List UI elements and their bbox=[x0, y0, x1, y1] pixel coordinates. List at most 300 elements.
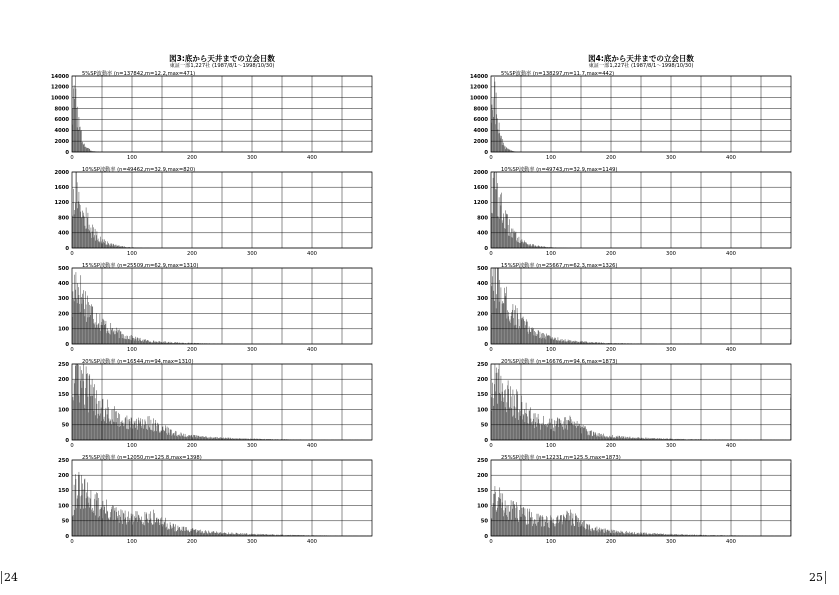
histogram-bar bbox=[184, 437, 185, 440]
panel-label: 5%SP波動率 (n=138297,m=11.7,max=442) bbox=[501, 70, 615, 77]
x-tick-label: 0 bbox=[70, 347, 74, 353]
histogram-bar bbox=[198, 531, 199, 536]
histogram-bar bbox=[209, 533, 210, 536]
histogram-bar bbox=[649, 533, 650, 536]
histogram-bar bbox=[82, 142, 83, 152]
histogram-bar bbox=[525, 517, 526, 536]
histogram-bar bbox=[585, 528, 586, 536]
histogram-bar bbox=[134, 521, 135, 536]
histogram-bar bbox=[190, 435, 191, 440]
histogram-bar bbox=[98, 401, 99, 440]
histogram-bar bbox=[555, 426, 556, 440]
histogram-bar bbox=[185, 531, 186, 536]
histogram-bar bbox=[541, 339, 542, 344]
histogram-bar bbox=[83, 489, 84, 536]
histogram-bar bbox=[560, 515, 561, 536]
histogram-bar bbox=[158, 341, 159, 344]
histogram-bar bbox=[187, 530, 188, 536]
histogram-bar bbox=[559, 341, 560, 344]
histogram-bar bbox=[501, 401, 502, 440]
histogram-bar bbox=[133, 338, 134, 344]
histogram-bar bbox=[577, 421, 578, 440]
histogram-bar bbox=[563, 430, 564, 440]
panel-label: 15%SP波動率 (n=25509,m=62.9,max=1310) bbox=[82, 262, 199, 269]
histogram-bar bbox=[115, 411, 116, 440]
histogram-bar bbox=[566, 515, 567, 536]
histogram-bar bbox=[142, 340, 143, 344]
histogram-bar bbox=[220, 533, 221, 536]
y-tick-label: 0 bbox=[65, 341, 69, 348]
histogram-bar bbox=[589, 431, 590, 440]
histogram-bar bbox=[509, 512, 510, 536]
histogram-bar bbox=[80, 381, 81, 440]
panels-container bbox=[469, 70, 791, 550]
histogram-bar bbox=[215, 437, 216, 440]
histogram-bar bbox=[75, 203, 76, 248]
histogram-bar bbox=[84, 405, 85, 440]
histogram-bar bbox=[498, 129, 499, 152]
histogram-bar bbox=[193, 435, 194, 440]
histogram-bar bbox=[85, 408, 86, 440]
histogram-bar bbox=[85, 291, 86, 344]
histogram-bar bbox=[212, 531, 213, 536]
histogram-bar bbox=[148, 523, 149, 536]
histogram-bar bbox=[217, 437, 218, 440]
histogram-bar bbox=[134, 421, 135, 440]
x-tick-label: 200 bbox=[187, 251, 197, 257]
histogram-bar bbox=[176, 436, 177, 440]
histogram-bar bbox=[99, 516, 100, 536]
histogram-bar bbox=[78, 201, 79, 248]
histogram-bar bbox=[639, 437, 640, 440]
histogram-bar bbox=[80, 131, 81, 152]
histogram-bar bbox=[86, 498, 87, 536]
histogram-bar bbox=[564, 417, 565, 440]
histogram-bar bbox=[119, 245, 120, 248]
histogram-bar bbox=[654, 533, 655, 536]
histogram-bar bbox=[194, 435, 195, 440]
histogram-bar bbox=[103, 501, 104, 536]
histogram-bar bbox=[547, 427, 548, 440]
histogram-bar bbox=[604, 437, 605, 440]
histogram-bar bbox=[137, 426, 138, 440]
histogram-bar bbox=[657, 533, 658, 536]
histogram-bar bbox=[136, 421, 137, 440]
histogram-bar bbox=[595, 527, 596, 536]
histogram-bar bbox=[532, 244, 533, 248]
histogram-bar bbox=[133, 425, 134, 440]
histogram-bar bbox=[537, 334, 538, 344]
histogram-bar bbox=[160, 518, 161, 536]
histogram-bar bbox=[546, 519, 547, 536]
histogram-bar bbox=[497, 404, 498, 440]
histogram-bar bbox=[603, 532, 604, 536]
histogram-bar bbox=[499, 393, 500, 440]
histogram-bar bbox=[110, 244, 111, 248]
histogram-bar bbox=[91, 396, 92, 440]
histogram-bar bbox=[503, 303, 504, 344]
histogram-bar bbox=[499, 218, 500, 248]
histogram-bar bbox=[586, 341, 587, 344]
histogram-svg bbox=[58, 454, 372, 550]
y-tick-label: 12000 bbox=[50, 84, 69, 91]
histogram-bar bbox=[663, 534, 664, 536]
x-tick-label: 300 bbox=[247, 251, 257, 257]
histogram-bar bbox=[501, 313, 502, 344]
histogram-bar bbox=[123, 513, 124, 536]
x-tick-label: 0 bbox=[70, 155, 74, 161]
histogram-bar bbox=[82, 217, 83, 248]
histogram-bar bbox=[96, 313, 97, 344]
histogram-bar bbox=[137, 511, 138, 536]
histogram-bar bbox=[495, 364, 496, 440]
histogram-bar bbox=[509, 219, 510, 248]
histogram-bar bbox=[116, 507, 117, 536]
histogram-bar bbox=[542, 333, 543, 344]
histogram-bar bbox=[130, 340, 131, 344]
histogram-bar bbox=[558, 340, 559, 344]
histogram-bar bbox=[507, 402, 508, 440]
histogram-bar bbox=[525, 328, 526, 344]
histogram-bar bbox=[513, 229, 514, 248]
histogram-bar bbox=[137, 338, 138, 344]
histogram-bar bbox=[554, 420, 555, 440]
histogram-bar bbox=[513, 501, 514, 536]
y-tick-label: 150 bbox=[477, 488, 488, 495]
histogram-bar bbox=[532, 526, 533, 536]
histogram-bar bbox=[144, 340, 145, 344]
histogram-bar bbox=[112, 328, 113, 344]
histogram-bar bbox=[155, 341, 156, 344]
histogram-bar bbox=[593, 432, 594, 440]
y-tick-label: 8000 bbox=[54, 106, 69, 113]
histogram-bar bbox=[605, 438, 606, 441]
histogram-bar bbox=[492, 213, 493, 248]
histogram-bar bbox=[202, 531, 203, 536]
y-tick-label: 500 bbox=[477, 265, 488, 272]
histogram-bar bbox=[179, 436, 180, 440]
histogram-bar bbox=[89, 317, 90, 344]
histogram-bar bbox=[199, 436, 200, 440]
histogram-bar bbox=[139, 339, 140, 344]
histogram-bar bbox=[546, 426, 547, 440]
histogram-bar bbox=[565, 521, 566, 536]
histogram-bar bbox=[523, 507, 524, 536]
x-tick-label: 300 bbox=[666, 251, 676, 257]
histogram-bar bbox=[150, 430, 151, 440]
histogram-bar bbox=[498, 373, 499, 440]
histogram-bar bbox=[616, 531, 617, 536]
histogram-bar bbox=[140, 520, 141, 536]
histogram-svg bbox=[58, 262, 372, 358]
histogram-bar bbox=[501, 205, 502, 248]
histogram-bar bbox=[600, 530, 601, 536]
histogram-bar bbox=[552, 523, 553, 536]
histogram-bar bbox=[96, 492, 97, 536]
histogram-bar bbox=[596, 531, 597, 536]
histogram-svg bbox=[50, 70, 372, 166]
histogram-bar bbox=[567, 420, 568, 440]
histogram-bar bbox=[534, 521, 535, 536]
histogram-bar bbox=[595, 432, 596, 440]
histogram-bar bbox=[578, 426, 579, 440]
histogram-bar bbox=[197, 530, 198, 536]
histogram-bar bbox=[505, 149, 506, 152]
histogram-bar bbox=[586, 429, 587, 440]
x-tick-label: 100 bbox=[127, 539, 137, 545]
y-tick-label: 400 bbox=[477, 281, 488, 287]
histogram-bar bbox=[91, 304, 92, 344]
histogram-bar bbox=[597, 527, 598, 536]
histogram-bar bbox=[165, 425, 166, 440]
histogram-bar bbox=[547, 523, 548, 536]
histogram-bar bbox=[502, 301, 503, 344]
histogram-bar bbox=[514, 325, 515, 344]
histogram-bar bbox=[155, 423, 156, 440]
histogram-bar bbox=[563, 515, 564, 536]
histogram-bar bbox=[171, 430, 172, 440]
histogram-bar bbox=[160, 432, 161, 440]
histogram-bar bbox=[94, 324, 95, 344]
histogram-bar bbox=[589, 435, 590, 440]
histogram-bar bbox=[495, 124, 496, 152]
histogram-bar bbox=[166, 528, 167, 536]
histogram-bar bbox=[518, 242, 519, 248]
histogram-bar bbox=[187, 531, 188, 536]
y-tick-label: 250 bbox=[58, 361, 69, 368]
histogram-bar bbox=[203, 436, 204, 440]
histogram-bar bbox=[214, 437, 215, 440]
histogram-bar bbox=[74, 210, 75, 248]
histogram-bar bbox=[76, 172, 77, 248]
histogram-bar bbox=[532, 425, 533, 440]
histogram-bar bbox=[541, 334, 542, 344]
histogram-bar bbox=[92, 508, 93, 536]
histogram-bar bbox=[82, 304, 83, 344]
histogram-bar bbox=[134, 423, 135, 440]
histogram-bar bbox=[570, 416, 571, 440]
histogram-bar bbox=[201, 437, 202, 440]
histogram-bar bbox=[175, 431, 176, 440]
histogram-bar bbox=[112, 245, 113, 248]
histogram-bar bbox=[623, 437, 624, 440]
histogram-bar bbox=[186, 437, 187, 440]
histogram-bar bbox=[499, 487, 500, 536]
histogram-bar bbox=[148, 340, 149, 344]
histogram-bar bbox=[77, 364, 78, 440]
x-tick-label: 300 bbox=[247, 539, 257, 545]
histogram-bar bbox=[103, 419, 104, 440]
histogram-bar bbox=[121, 332, 122, 344]
histogram-bar bbox=[515, 305, 516, 344]
histogram-bar bbox=[92, 306, 93, 344]
histogram-bar bbox=[199, 531, 200, 536]
histogram-bar bbox=[120, 331, 121, 344]
histogram-bar bbox=[504, 397, 505, 440]
histogram-bar bbox=[507, 214, 508, 248]
histogram-bar bbox=[531, 419, 532, 440]
histogram-bar bbox=[610, 533, 611, 536]
histogram-bar bbox=[116, 331, 117, 344]
histogram-bar bbox=[532, 329, 533, 344]
histogram-bar bbox=[121, 334, 122, 344]
histogram-bar bbox=[86, 492, 87, 536]
histogram-bar bbox=[504, 146, 505, 152]
histogram-bar bbox=[74, 85, 75, 152]
histogram-bar bbox=[564, 342, 565, 344]
histogram-bar bbox=[541, 423, 542, 440]
histogram-bar bbox=[573, 341, 574, 344]
histogram-bar bbox=[178, 528, 179, 536]
histogram-bar bbox=[140, 340, 141, 344]
histogram-bar bbox=[169, 433, 170, 440]
x-tick-label: 0 bbox=[489, 539, 493, 545]
histogram-bar bbox=[175, 433, 176, 440]
histogram-bar bbox=[214, 533, 215, 536]
histogram-bar bbox=[552, 337, 553, 344]
x-tick-label: 200 bbox=[606, 347, 616, 353]
y-tick-label: 400 bbox=[477, 230, 488, 237]
histogram-bar bbox=[214, 532, 215, 536]
histogram-bar bbox=[122, 524, 123, 536]
histogram-bar bbox=[495, 391, 496, 440]
histogram-bar bbox=[637, 533, 638, 536]
histogram-bar bbox=[198, 436, 199, 440]
histogram-bar bbox=[590, 431, 591, 440]
histogram-bar bbox=[213, 438, 214, 441]
histogram-bar bbox=[76, 479, 77, 536]
page-number-right: 25 bbox=[809, 571, 826, 584]
histogram-bar bbox=[617, 533, 618, 536]
histogram-bar bbox=[92, 512, 93, 536]
histogram-bar bbox=[206, 436, 207, 440]
histogram-bar bbox=[515, 518, 516, 536]
histogram-bar bbox=[90, 396, 91, 440]
chart-panel bbox=[473, 166, 791, 262]
histogram-bar bbox=[502, 220, 503, 248]
histogram-bar bbox=[95, 229, 96, 248]
histogram-bar bbox=[579, 423, 580, 440]
x-tick-label: 400 bbox=[307, 443, 317, 449]
histogram-bar bbox=[545, 522, 546, 536]
histogram-bar bbox=[105, 410, 106, 440]
histogram-bar bbox=[616, 532, 617, 536]
y-tick-label: 200 bbox=[477, 377, 488, 383]
histogram-bar bbox=[555, 526, 556, 536]
histogram-bar bbox=[510, 323, 511, 344]
histogram-bar bbox=[608, 531, 609, 536]
histogram-bar bbox=[532, 327, 533, 344]
histogram-bar bbox=[506, 515, 507, 536]
histogram-bar bbox=[506, 287, 507, 344]
histogram-bar bbox=[103, 510, 104, 536]
histogram-bar bbox=[100, 509, 101, 536]
histogram-bar bbox=[119, 414, 120, 440]
histogram-bar bbox=[583, 425, 584, 440]
histogram-bar bbox=[179, 527, 180, 536]
histogram-bar bbox=[94, 237, 95, 248]
histogram-bar bbox=[541, 424, 542, 440]
histogram-bar bbox=[155, 522, 156, 536]
histogram-bar bbox=[624, 436, 625, 440]
histogram-bar bbox=[552, 419, 553, 440]
histogram-bar bbox=[522, 242, 523, 248]
histogram-bar bbox=[601, 436, 602, 440]
histogram-bar bbox=[151, 430, 152, 440]
y-tick-label: 200 bbox=[477, 311, 488, 318]
histogram-bar bbox=[165, 341, 166, 344]
histogram-bar bbox=[627, 533, 628, 536]
histogram-bar bbox=[588, 530, 589, 536]
histogram-bar bbox=[513, 501, 514, 536]
histogram-bar bbox=[627, 437, 628, 440]
histogram-bar bbox=[536, 336, 537, 344]
histogram-bar bbox=[577, 517, 578, 536]
histogram-bar bbox=[93, 387, 94, 440]
y-tick-label: 250 bbox=[58, 457, 69, 464]
y-tick-label: 150 bbox=[58, 488, 69, 495]
histogram-bar bbox=[149, 520, 150, 536]
histogram-bar bbox=[87, 373, 88, 440]
panel-label: 25%SP波動率 (n=12050,m=125.8,max=1398) bbox=[82, 454, 202, 461]
x-tick-label: 300 bbox=[247, 155, 257, 161]
histogram-bar bbox=[109, 519, 110, 536]
histogram-bar bbox=[114, 334, 115, 344]
histogram-bar bbox=[492, 507, 493, 536]
histogram-bar bbox=[203, 437, 204, 440]
histogram-bar bbox=[215, 533, 216, 536]
histogram-bar bbox=[196, 435, 197, 440]
histogram-bar bbox=[547, 517, 548, 536]
histogram-bar bbox=[77, 364, 78, 440]
histogram-bar bbox=[505, 296, 506, 344]
histogram-bar bbox=[87, 296, 88, 344]
histogram-svg bbox=[473, 166, 791, 262]
y-tick-label: 400 bbox=[58, 230, 69, 237]
y-tick-label: 0 bbox=[484, 437, 488, 444]
histogram-bar bbox=[604, 529, 605, 536]
histogram-bar bbox=[75, 290, 76, 344]
x-tick-label: 100 bbox=[127, 251, 137, 257]
histogram-bar bbox=[528, 334, 529, 344]
histogram-bar bbox=[568, 341, 569, 344]
histogram-bar bbox=[190, 436, 191, 440]
histogram-bar bbox=[122, 423, 123, 440]
histogram-bar bbox=[519, 510, 520, 536]
histogram-bar bbox=[139, 515, 140, 536]
histogram-bar bbox=[202, 436, 203, 440]
histogram-bar bbox=[106, 321, 107, 344]
histogram-bar bbox=[494, 384, 495, 440]
histogram-bar bbox=[496, 510, 497, 536]
chart-panel bbox=[54, 166, 372, 262]
histogram-bar bbox=[558, 337, 559, 344]
histogram-bar bbox=[82, 211, 83, 248]
histogram-bar bbox=[92, 232, 93, 248]
histogram-bar bbox=[120, 517, 121, 536]
histogram-bar bbox=[548, 335, 549, 344]
histogram-bar bbox=[522, 514, 523, 536]
histogram-bar bbox=[181, 434, 182, 441]
histogram-bar bbox=[589, 525, 590, 536]
histogram-bar bbox=[146, 514, 147, 536]
y-tick-label: 14000 bbox=[469, 73, 488, 80]
x-tick-label: 0 bbox=[70, 443, 74, 449]
histogram-svg bbox=[477, 454, 791, 550]
histogram-bar bbox=[622, 531, 623, 536]
histogram-bar bbox=[595, 433, 596, 440]
histogram-bar bbox=[587, 431, 588, 440]
